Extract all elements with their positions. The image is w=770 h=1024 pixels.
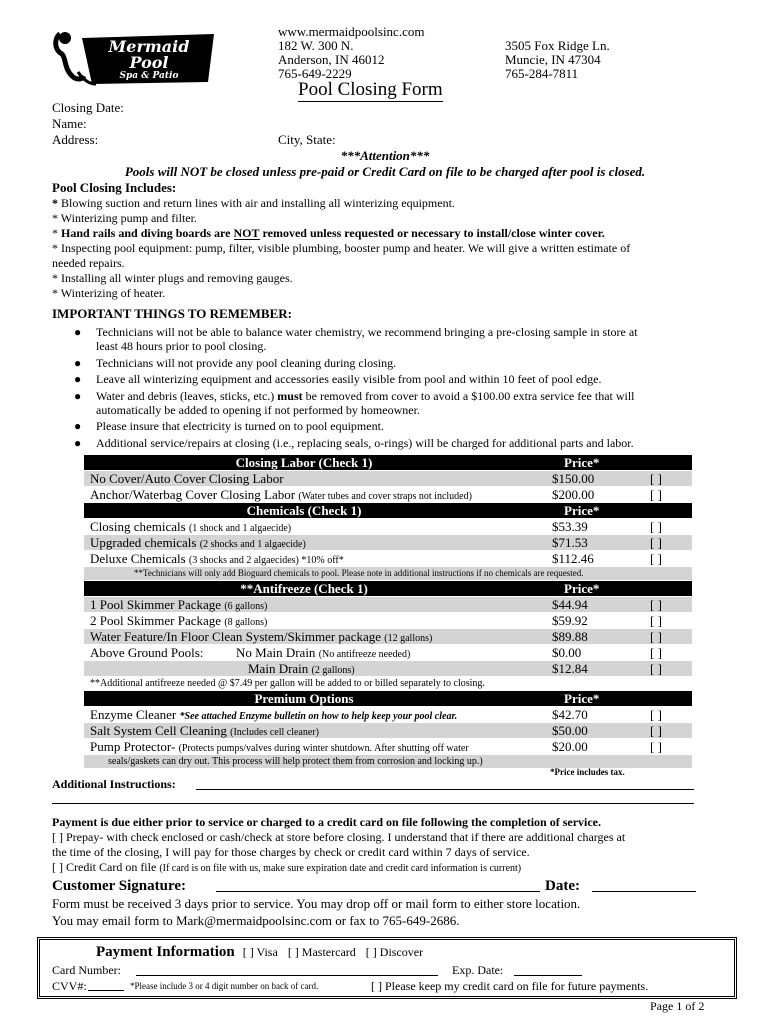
row-price: $53.39 [552, 519, 588, 534]
payment-info-header [96, 943, 423, 961]
discover-checkbox[interactable]: [ ] Discover [365, 945, 424, 959]
card-number-label: Card Number: [52, 963, 121, 977]
table-row [84, 535, 692, 550]
row-label: Deluxe Chemicals [90, 551, 186, 566]
row-price: $50.00 [552, 723, 588, 738]
store1-city: Anderson, IN 46012 [278, 52, 385, 67]
store2-phone: 765-284-7811 [505, 66, 579, 81]
row-price: $44.94 [552, 597, 588, 612]
tax-note: *Price includes tax. [550, 767, 625, 777]
payment-info-heading: Payment Information [96, 944, 235, 960]
row-note: (Water tubes and cover straps not included) [298, 491, 472, 502]
card-number-input[interactable] [136, 975, 438, 976]
row-checkbox[interactable]: [ ] [650, 471, 662, 486]
chemicals-footnote: **Technicians will only add Bioguard chemicals to pool. Please note in additional instructions if no chemicals are requested. [134, 568, 584, 578]
chemicals-footnote-row [84, 567, 692, 580]
row-note: (1 shock and 1 algaecide) [188, 523, 292, 534]
additional-instructions-input[interactable] [196, 789, 694, 790]
company-logo [52, 28, 218, 86]
table-row [84, 645, 692, 660]
credit-card-option-label: [ ] Credit Card on file [52, 860, 157, 874]
premium-header-row [84, 691, 692, 706]
table-row [84, 471, 692, 486]
antifreeze-header-row [84, 581, 692, 596]
row-checkbox[interactable]: [ ] [650, 629, 662, 644]
cvv-label: CVV#: [52, 979, 87, 993]
row-label: Closing chemicals [90, 519, 186, 534]
premium-heading: Premium Options [254, 691, 354, 706]
additional-instructions-input-line2[interactable] [52, 803, 694, 804]
store2-city: Muncie, IN 47304 [505, 52, 601, 67]
row-note: (Protects pumps/valves during winter shutdown. After shutting off water [178, 743, 469, 754]
price-table [84, 455, 692, 775]
website: www.mermaidpoolsinc.com [278, 24, 425, 39]
form-deadline-note: Form must be received 3 days prior to service. You may drop off or mail form to either store location. [52, 896, 581, 911]
price-header: Price* [564, 581, 600, 596]
remember-item-3: Leave all winterizing equipment and accessories easily visible from pool and within 10 feet of pool edge. [96, 372, 602, 386]
row-label: 1 Pool Skimmer Package [90, 597, 222, 612]
credit-card-option-note: (If card is on file with us, make sure expiration date and credit card information is current) [159, 863, 522, 874]
pump-protector-note: seals/gaskets can dry out. This process will help protect them from corrosion and locking up.) [108, 756, 483, 767]
page-title [298, 79, 443, 102]
antifreeze-heading: **Antifreeze (Check 1) [240, 581, 368, 596]
table-row [84, 597, 692, 612]
row-checkbox[interactable]: [ ] [650, 739, 662, 754]
remember-heading: IMPORTANT THINGS TO REMEMBER: [52, 306, 292, 321]
row-note: (6 gallons) [224, 601, 268, 612]
row-sublabel: No Main Drain [236, 645, 316, 660]
includes-item-3-not: NOT [233, 226, 260, 240]
store1-street: 182 W. 300 N. [278, 38, 354, 53]
attention-text: Pools will NOT be closed unless pre-paid or Credit Card on file to be charged after pool is closed. [124, 164, 646, 179]
row-note: (12 gallons) [384, 633, 433, 644]
remember-item-4-must: must [277, 389, 303, 403]
table-row [84, 739, 692, 754]
row-checkbox[interactable]: [ ] [650, 661, 662, 676]
logo-text-mermaid: Mermaid [108, 37, 190, 56]
payment-terms-heading: Payment is due either prior to service or charged to a credit card on file following the completion of service. [52, 815, 601, 829]
mastercard-checkbox[interactable]: [ ] Mastercard [287, 945, 356, 959]
row-label: Water Feature/In Floor Clean System/Skimmer package [90, 629, 382, 644]
table-row [84, 661, 692, 676]
row-checkbox[interactable]: [ ] [650, 551, 662, 566]
table-row [84, 551, 692, 566]
logo-text-pool: Pool [129, 53, 169, 72]
closing-date-label: Closing Date: [52, 100, 124, 115]
customer-signature-label: Customer Signature: [52, 878, 187, 894]
row-price: $59.92 [552, 613, 588, 628]
bullet-dot: ● [74, 356, 82, 370]
customer-signature-input[interactable] [216, 891, 540, 892]
email-fax-note: You may email form to Mark@mermaidpoolsinc.com or fax to 765-649-2686. [52, 913, 460, 928]
row-checkbox[interactable]: [ ] [650, 487, 662, 502]
row-checkbox[interactable]: [ ] [650, 613, 662, 628]
row-sublabel: Main Drain [248, 661, 309, 676]
table-row [84, 629, 692, 644]
cvv-input[interactable] [88, 990, 124, 991]
remember-item-4-b: be removed from cover to avoid a $100.00 extra service fee that will [302, 389, 635, 403]
price-header: Price* [564, 691, 600, 706]
labor-header-row [84, 455, 692, 470]
chemicals-header-row [84, 503, 692, 518]
row-label: Enzyme Cleaner [90, 707, 180, 722]
row-label: Anchor/Waterbag Cover Closing Labor [90, 487, 296, 502]
price-header: Price* [564, 503, 600, 518]
row-price: $112.46 [552, 551, 594, 566]
page-number: Page 1 of 2 [650, 999, 705, 1013]
remember-item-5: Please insure that electricity is turned on to pool equipment. [96, 419, 384, 433]
labor-heading: Closing Labor (Check 1) [235, 455, 373, 470]
row-label: 2 Pool Skimmer Package [90, 613, 222, 628]
price-header: Price* [564, 455, 600, 470]
bullet-dot: ● [74, 436, 82, 450]
store2-street: 3505 Fox Ridge Ln. [505, 38, 610, 53]
page-title-text: Pool Closing Form [298, 79, 443, 100]
exp-date-input[interactable] [514, 975, 582, 976]
row-label: No Cover/Auto Cover Closing Labor [90, 471, 284, 486]
row-checkbox[interactable]: [ ] [650, 519, 662, 534]
bullet-dot: ● [74, 389, 82, 403]
row-price: $89.88 [552, 629, 588, 644]
remember-item-6: Additional service/repairs at closing (i.e., replacing seals, o-rings) will be charged for additional parts and labor. [96, 436, 634, 450]
row-price: $71.53 [552, 535, 588, 550]
includes-item-4-line1: * Inspecting pool equipment: pump, filter, visible plumbing, booster pump and heater. We will give a written estimate of [52, 241, 631, 255]
remember-item-4-line1 [96, 389, 635, 403]
table-row [84, 707, 692, 722]
row-checkbox[interactable]: [ ] [650, 723, 662, 738]
remember-item-1-line2: least 48 hours prior to pool closing. [96, 339, 267, 353]
remember-item-2: Technicians will not provide any pool cleaning during closing. [96, 356, 397, 370]
includes-item-3: * Hand rails and diving boards are NOT removed unless requested or necessary to install/close winter cover. [52, 226, 605, 240]
store1-phone: 765-649-2229 [278, 66, 352, 81]
city-state-label: City, State: [278, 132, 336, 147]
address-label: Address: [52, 132, 99, 147]
row-note: (2 shocks and 1 algaecide) [199, 539, 306, 550]
table-row [84, 519, 692, 534]
logo-text-spa-patio: Spa & Patio [119, 71, 179, 81]
includes-item-3-a: Hand rails and diving boards are [61, 226, 234, 240]
row-price: $42.70 [552, 707, 588, 722]
row-label: Above Ground Pools: [90, 645, 204, 660]
table-row [84, 613, 692, 628]
table-row [84, 487, 692, 502]
remember-item-4-line2: automatically be added to opening if not performed by homeowner. [96, 403, 420, 417]
row-label: Upgraded chemicals [90, 535, 197, 550]
visa-checkbox[interactable]: [ ] Visa [242, 945, 278, 959]
chemicals-heading: Chemicals (Check 1) [246, 503, 362, 518]
row-note: (2 gallons) [311, 665, 355, 676]
remember-item-4-a: Water and debris (leaves, sticks, etc.) [96, 389, 278, 403]
row-label: Pump Protector- [90, 739, 176, 754]
remember-item-1-line1: Technicians will not be able to balance water chemistry, we recommend bringing a pre-closing sample in store at [96, 325, 638, 339]
row-checkbox[interactable]: [ ] [650, 597, 662, 612]
name-label: Name: [52, 116, 87, 131]
bullet-dot: ● [74, 419, 82, 433]
bullet-dot: ● [74, 325, 82, 339]
row-checkbox[interactable]: [ ] [650, 535, 662, 550]
credit-card-option[interactable] [52, 860, 521, 876]
row-note: (No antifreeze needed) [318, 649, 411, 660]
row-price: $150.00 [552, 471, 595, 486]
payment-information-box [37, 937, 737, 999]
cvv-note: *Please include 3 or 4 digit number on back of card. [130, 981, 319, 991]
row-note: (Includes cell cleaner) [230, 727, 319, 738]
prepay-option-line1[interactable]: [ ] Prepay- with check enclosed or cash/check at store before closing. I understand that if there are additional charges at [52, 830, 626, 844]
row-price: $12.84 [552, 661, 588, 676]
row-note: (8 gallons) [224, 617, 268, 628]
includes-item-5: * Installing all winter plugs and removing gauges. [52, 271, 293, 285]
additional-instructions-label: Additional Instructions: [52, 777, 176, 791]
row-price: $0.00 [552, 645, 582, 660]
includes-heading: Pool Closing Includes: [52, 180, 177, 195]
row-note: (3 shocks and 2 algaecides) *10% off* [188, 555, 344, 566]
signature-date-input[interactable] [592, 891, 696, 892]
attention-heading: ***Attention*** [340, 148, 430, 163]
row-price: $200.00 [552, 487, 595, 502]
exp-date-label: Exp. Date: [452, 963, 504, 977]
includes-item-3-b: removed unless requested or necessary to install/close winter cover. [259, 226, 605, 240]
includes-item-2: * Winterizing pump and filter. [52, 211, 197, 225]
row-checkbox[interactable]: [ ] [650, 707, 662, 722]
bullet-dot: ● [74, 372, 82, 386]
antifreeze-footnote: **Additional antifreeze needed @ $7.49 per gallon will be added to or billed separately to closing. [90, 678, 485, 689]
row-checkbox[interactable]: [ ] [650, 645, 662, 660]
table-row [84, 723, 692, 738]
includes-item-6: * Winterizing of heater. [52, 286, 166, 300]
includes-item-1-text: Blowing suction and return lines with air and installing all winterizing equipment. [61, 196, 455, 210]
antifreeze-footnote-row [84, 677, 692, 690]
row-price: $20.00 [552, 739, 588, 754]
signature-date-label: Date: [545, 878, 580, 894]
row-label: Salt System Cell Cleaning [90, 723, 227, 738]
prepay-option-line2: the time of the closing, I will pay for those charges by check or credit card within 7 days of service. [52, 845, 530, 859]
includes-item-4-line2: needed repairs. [52, 256, 125, 270]
row-note: *See attached Enzyme bulletin on how to help keep your pool clear. [179, 711, 458, 722]
keep-card-on-file-checkbox[interactable]: [ ] Please keep my credit card on file for future payments. [371, 979, 649, 993]
includes-item-1: * Blowing suction and return lines with air and installing all winterizing equipment. [52, 196, 455, 210]
